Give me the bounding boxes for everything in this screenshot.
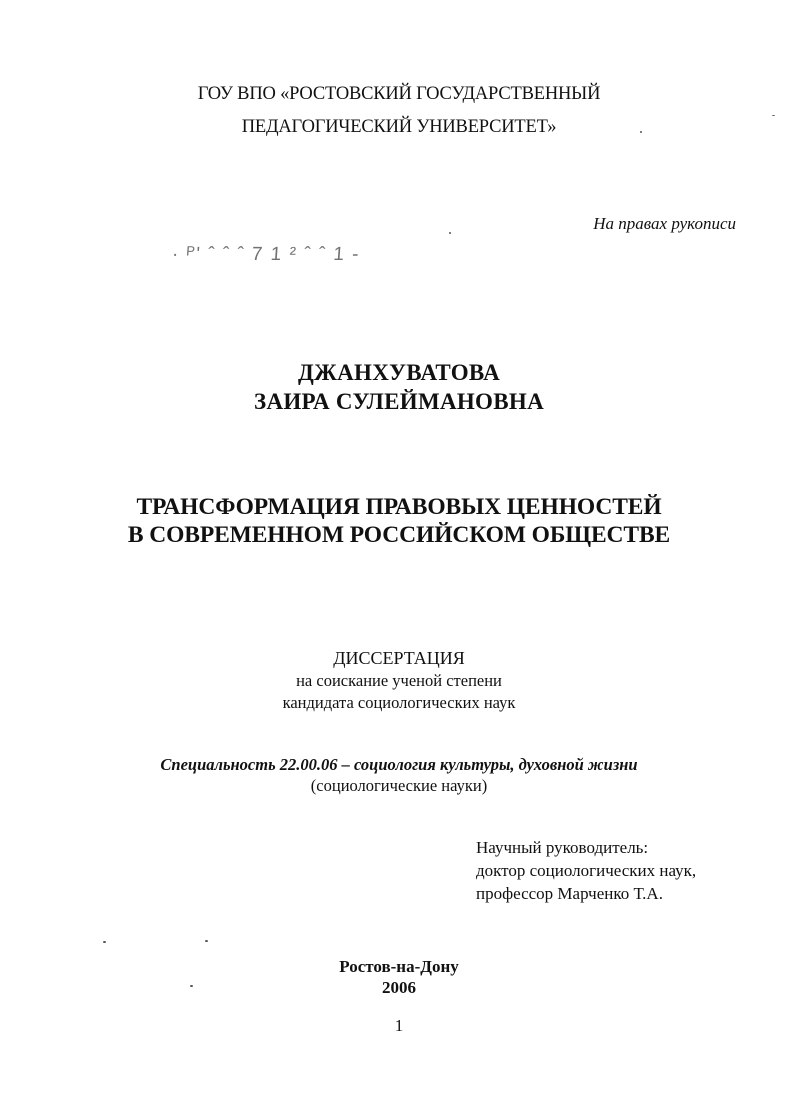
dissertation-title-line-2: В СОВРЕМЕННОМ РОССИЙСКОМ ОБЩЕСТВЕ xyxy=(127,522,671,548)
advisor-name: профессор Марченко Т.А. xyxy=(476,884,663,903)
archive-stamp-number: · ᴾ' ˆ ˆ ˆ 7 1 ² ˆ ˆ 1 - xyxy=(171,244,361,265)
scan-speck xyxy=(640,131,642,133)
city: Ростов-на-Дону xyxy=(339,957,459,976)
author-given-names: ЗАИРА СУЛЕЙМАНОВНА xyxy=(254,389,544,414)
dissertation-title-line-1: ТРАНСФОРМАЦИЯ ПРАВОВЫХ ЦЕННОСТЕЙ xyxy=(136,494,662,520)
manuscript-note: На правах рукописи xyxy=(593,214,736,233)
dissertation-label: ДИССЕРТАЦИЯ xyxy=(333,648,465,668)
year: 2006 xyxy=(382,978,416,997)
degree-line-1: на соискание ученой степени xyxy=(296,671,502,690)
scan-speck xyxy=(103,941,106,943)
advisor-title: Научный руководитель: xyxy=(476,838,649,857)
scan-speck xyxy=(205,940,208,942)
specialty-line-1: Специальность 22.00.06 – социология культуры, духовной жизни xyxy=(160,755,638,774)
author-surname: ДЖАНХУВАТОВА xyxy=(297,360,501,385)
scan-speck xyxy=(449,232,451,234)
scan-speck xyxy=(772,115,775,116)
university-line-1: ГОУ ВПО «РОСТОВСКИЙ ГОСУДАРСТВЕННЫЙ xyxy=(197,84,601,104)
scan-speck xyxy=(190,985,193,987)
degree-line-2: кандидата социологических наук xyxy=(282,693,516,712)
specialty-line-2: (социологические науки) xyxy=(310,776,488,795)
advisor-degree: доктор социологических наук, xyxy=(476,861,697,880)
university-line-2: ПЕДАГОГИЧЕСКИЙ УНИВЕРСИТЕТ» xyxy=(241,117,557,137)
page-number: 1 xyxy=(394,1016,404,1035)
